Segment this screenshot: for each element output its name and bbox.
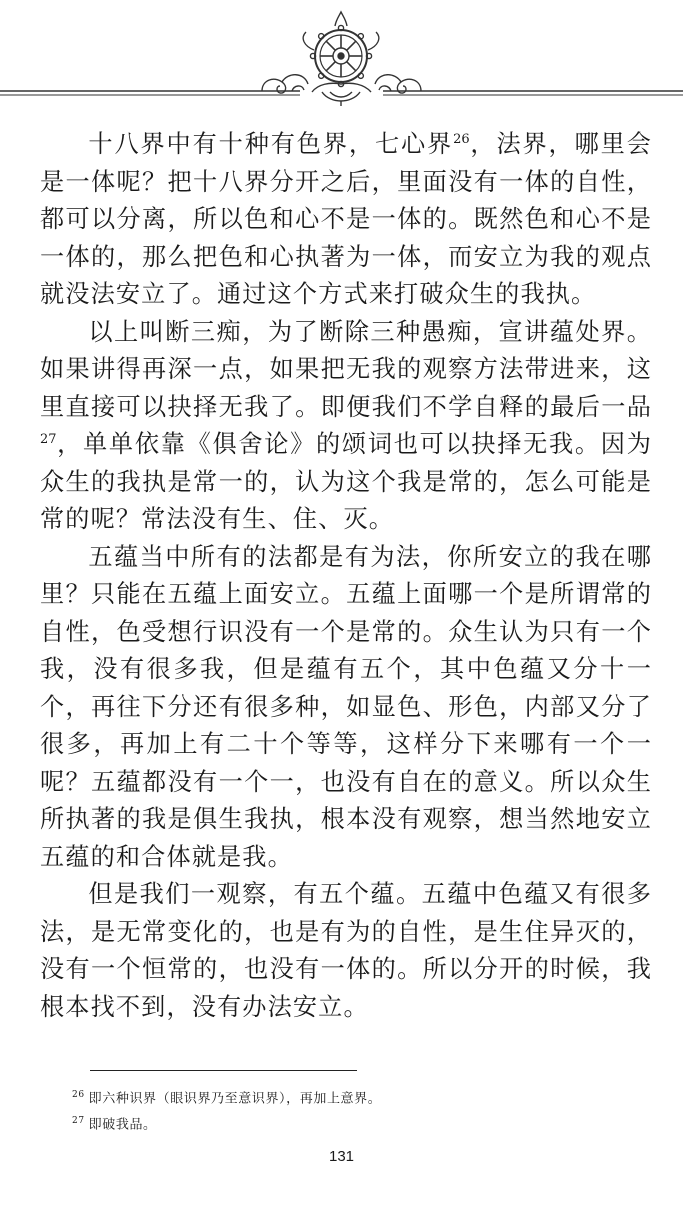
paragraph — [40, 314, 652, 539]
footnote-number: 27 — [72, 1116, 85, 1127]
footnotes — [72, 1084, 652, 1137]
paragraph-text: 但是我们一观察，有五个蕴。五蕴中色蕴又有很多法，是无常变化的，也是有为的自性，是生住异灭的，没有一个恒常的，也没有一体的。所以分开的时候，我根本找不到，没有办法安立。 — [40, 880, 652, 1021]
main-text — [40, 126, 652, 1026]
footnote-number: 26 — [72, 1090, 85, 1100]
paragraph-text: ，法界，哪里会是一体呢？把十八界分开之后，里面没有一体的自性，都可以分离，所以色和心不是一体的。既然色和心不是一体的，那么把色和心执著为一体，而安立为我的观点就没法安立了。通过这个方式来打破众生的我执。 — [40, 130, 652, 308]
page-header-ornament — [0, 0, 683, 110]
paragraph — [40, 126, 652, 314]
paragraph — [40, 539, 652, 877]
footnote-ref: 26 — [453, 131, 470, 147]
dharma-wheel-icon — [0, 0, 683, 110]
footnote-27 — [72, 1110, 652, 1136]
footnote-text: 即破我品。 — [88, 1117, 157, 1133]
paragraph-text: 五蕴当中所有的法都是有为法，你所安立的我在哪里？只能在五蕴上面安立。五蕴上面哪一个是所谓常的自性，色受想行识没有一个是常的。众生认为只有一个我，没有很多我，但是蕴有五个，其中色蕴又分十一个，再往下分还有很多种，如显色、形色，内部又分了很多，再加上有二十个等等，这样分下来哪有一个一呢？五蕴都没有一个一，也没有自在的意义。所以众生所执著的我是俱生我执，根本没有观察，想当然地安立五蕴的和合体就是我。 — [40, 542, 652, 871]
footnote-ref: 27 — [40, 431, 57, 447]
footnote-divider — [90, 1070, 357, 1071]
footnote-26 — [72, 1084, 652, 1110]
page-number: 131 — [328, 1148, 355, 1165]
paragraph-text: 十八界中有十种有色界，七心界 — [88, 130, 454, 158]
paragraph-text: 以上叫断三痴，为了断除三种愚痴，宣讲蕴处界。如果讲得再深一点，如果把无我的观察方法带进来，这里直接可以抉择无我了。即便我们不学自释的最后一品 — [40, 317, 652, 421]
footnote-text: 即六种识界（眼识界乃至意识界），再加上意界。 — [88, 1091, 382, 1107]
paragraph-text: ，单单依靠《俱舍论》的颂词也可以抉择无我。因为众生的我执是常一的，认为这个我是常的，怎么可能是常的呢？常法没有生、住、灭。 — [40, 430, 652, 533]
paragraph — [40, 876, 652, 1026]
